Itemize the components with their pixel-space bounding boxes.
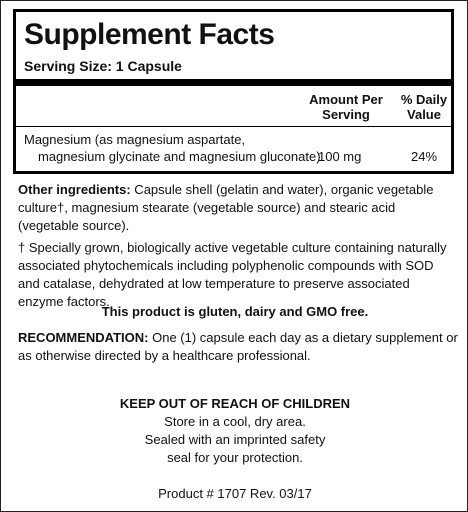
child-warning: KEEP OUT OF REACH OF CHILDREN: [119, 396, 351, 411]
ingredient-name-line1: Magnesium (as magnesium aspartate,: [24, 132, 246, 147]
gluten-statement: This product is gluten, dairy and GMO free.: [101, 304, 369, 319]
ingredient-amount: 100 mg: [318, 149, 362, 164]
seal-notice-line1: Sealed with an imprinted safety: [144, 432, 326, 447]
other-ingredients: [18, 181, 458, 235]
other-ingredients-label: Other ingredients:: [18, 182, 131, 197]
supplement-facts-panel: [13, 9, 454, 174]
ingredient-name-line2: magnesium glycinate and magnesium gluconate): [38, 149, 321, 164]
header-amount-per-serving: [296, 92, 396, 122]
header-dv-line2: Value: [407, 107, 441, 122]
header-amount-line1: Amount Per: [309, 92, 383, 107]
recommendation: [18, 329, 458, 365]
culture-footnote: † Specially grown, biologically active vegetable culture containing naturally associated phytochemicals including polyphenolic compounds with SOD and catalase, dehydrated at low temperature to preserve associated enzyme factors.: [18, 240, 447, 309]
thick-divider: [16, 79, 451, 86]
other-ingredients-text: Capsule shell (gelatin and water), organic vegetable culture†, magnesium stearate (vegetable source) and stearic acid (vegetable source).: [18, 182, 434, 233]
header-dv-line1: % Daily: [400, 92, 448, 107]
facts-title: Supplement Facts: [24, 18, 275, 51]
product-code: Product # 1707 Rev. 03/17: [158, 486, 312, 501]
seal-notice-line2: seal for your protection.: [167, 450, 303, 465]
thin-divider: [16, 126, 451, 127]
storage-instruction: Store in a cool, dry area.: [164, 414, 306, 429]
recommendation-text: One (1) capsule each day as a dietary supplement or as otherwise directed by a healthcare professional.: [18, 330, 458, 363]
recommendation-label: RECOMMENDATION:: [18, 330, 149, 345]
ingredient-daily-value: 24%: [410, 149, 438, 164]
header-daily-value: [394, 92, 454, 122]
serving-size: Serving Size: 1 Capsule: [24, 58, 182, 74]
header-amount-line2: Serving: [322, 107, 370, 122]
